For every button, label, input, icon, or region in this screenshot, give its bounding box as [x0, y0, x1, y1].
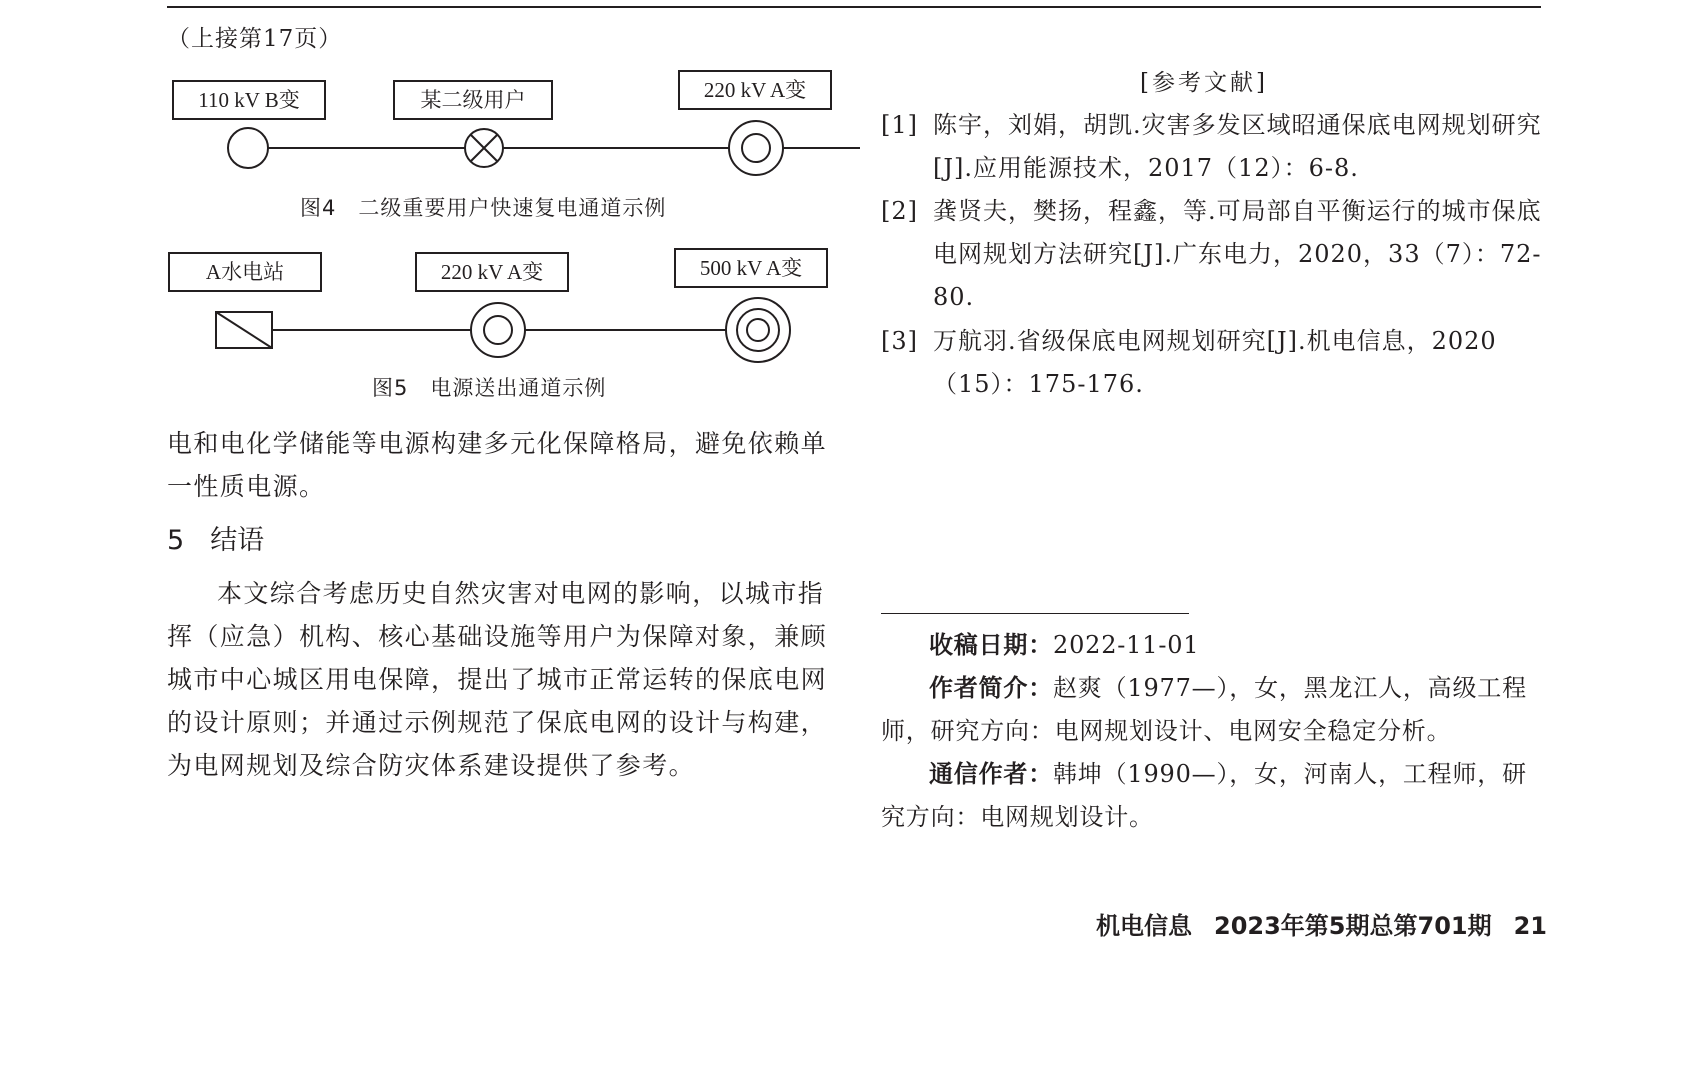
hydro-station-icon	[216, 312, 272, 348]
received-date: 收稿日期：2022-11-01	[929, 631, 1200, 659]
figure-5-node-label: 500 kV A变	[674, 248, 828, 288]
section-number: 5	[167, 525, 185, 556]
corresponding-author: 通信作者：韩坤（1990—），女，河南人，工程师，研究方向：电网规划设计。	[881, 760, 1527, 831]
figure-5-node-label: 220 kV A变	[415, 252, 569, 292]
body-paragraph: 电和电化学储能等电源构建多元化保障格局，避免依赖单一性质电源。	[167, 429, 828, 501]
issue-info: 2023年第5期总第701期	[1214, 912, 1492, 940]
page-footer	[1096, 906, 1547, 941]
substation-500-icon	[726, 298, 790, 362]
figure-4-node-label: 220 kV A变	[678, 70, 832, 110]
figure-4	[160, 68, 860, 228]
section-title: 结语	[210, 525, 265, 556]
reference-item: [3] 万航羽.省级保底电网规划研究[J].机电信息，2020（15）：175-176.	[881, 327, 1497, 398]
figure-4-node-label: 110 kV B变	[172, 80, 326, 120]
author-info: 作者简介：赵爽（1977—），女，黑龙江人，高级工程师，研究方向：电网规划设计、电网安全稳定分析。	[881, 674, 1527, 745]
figure-5-caption: 图5 电源送出通道示例	[372, 376, 607, 400]
bus-node-icon	[228, 128, 268, 168]
footnote-rule	[881, 613, 1189, 614]
substation-220-icon	[729, 121, 783, 175]
reference-item: [1] 陈宇，刘娟，胡凯.灾害多发区域昭通保底电网规划研究[J].应用能源技术，2017（12）：6-8.	[881, 111, 1542, 182]
figure-5	[160, 248, 860, 408]
page-number: 21	[1513, 912, 1547, 940]
figure-4-caption: 图4 二级重要用户快速复电通道示例	[300, 196, 667, 220]
reference-item: [2] 龚贤夫，樊扬，程鑫，等.可局部自平衡运行的城市保底电网规划方法研究[J].广东电力，2020，33（7）：72-80.	[881, 197, 1542, 311]
journal-name: 机电信息	[1096, 912, 1192, 940]
load-node-icon	[465, 129, 503, 167]
substation-220-icon	[471, 303, 525, 357]
section-heading	[167, 518, 264, 557]
figure-5-node-label: A水电站	[168, 252, 322, 292]
references-title: [参考文献]	[1140, 70, 1268, 96]
figure-4-node-label: 某二级用户	[393, 80, 553, 120]
conclusion-paragraph: 本文综合考虑历史自然灾害对电网的影响，以城市指挥（应急）机构、核心基础设施等用户为保障对象，兼顾城市中心城区用电保障，提出了城市正常运转的保底电网的设计原则；并通过示例规范了保底电网的设计与构建，为电网规划及综合防灾体系建设提供了参考。	[167, 579, 828, 780]
continuation-note: （上接第17页）	[167, 26, 343, 52]
top-rule	[167, 6, 1541, 8]
